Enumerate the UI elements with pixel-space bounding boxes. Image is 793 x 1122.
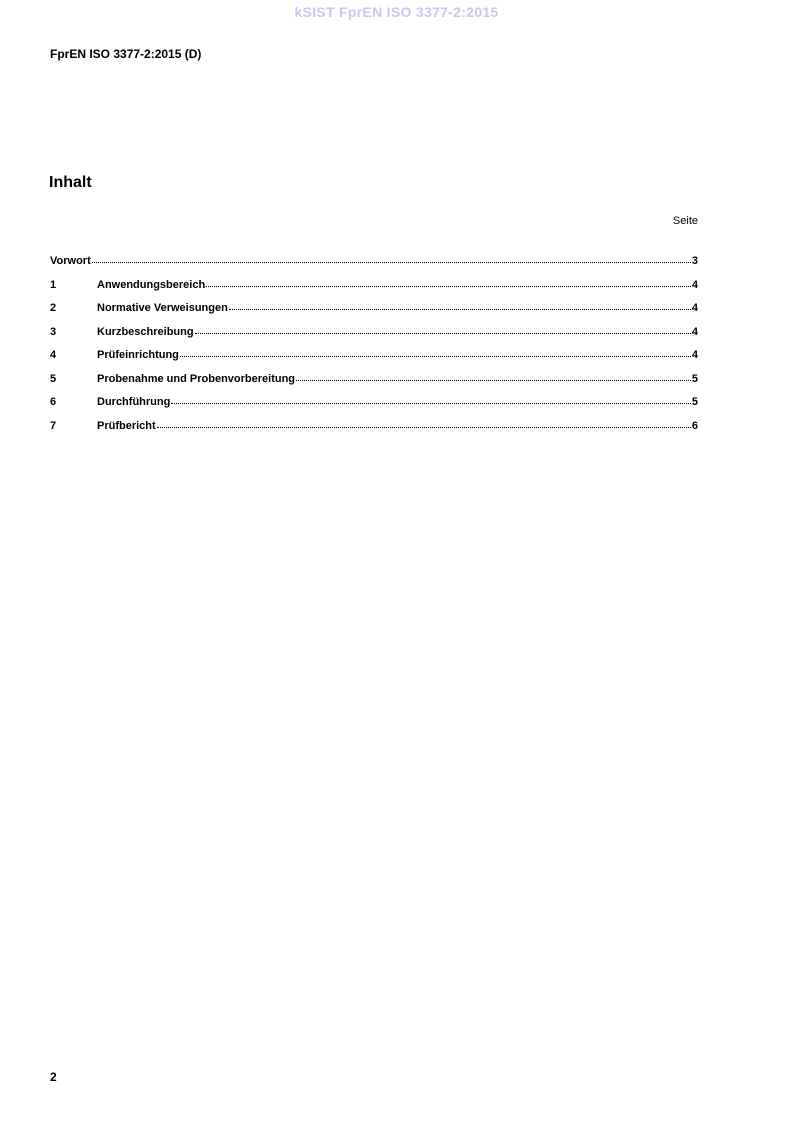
toc-entry-4[interactable] xyxy=(50,349,698,373)
document-id: FprEN ISO 3377-2:2015 (D) xyxy=(50,47,202,61)
toc-entry-page: 4 xyxy=(691,278,698,291)
toc-entry-number: 1 xyxy=(50,278,57,291)
dot-leader xyxy=(171,402,691,404)
toc-entry-page: 5 xyxy=(691,372,698,385)
table-of-contents xyxy=(50,255,698,443)
toc-entry-title: Anwendungsbereich xyxy=(97,278,206,291)
watermark-text: kSIST FprEN ISO 3377-2:2015 xyxy=(294,4,499,20)
toc-entry-number: 6 xyxy=(50,396,57,408)
toc-heading: Inhalt xyxy=(49,174,92,191)
toc-entry-number: 4 xyxy=(50,349,57,361)
dot-leader xyxy=(180,355,691,357)
toc-entry-page: 4 xyxy=(691,302,698,314)
toc-entry-page: 4 xyxy=(691,325,698,338)
toc-entry-page: 6 xyxy=(691,419,698,432)
toc-entry-title: Prüfbericht xyxy=(97,419,156,432)
toc-entry-1[interactable] xyxy=(50,279,698,303)
page-column-label: Seite xyxy=(672,215,698,227)
toc-entry-number: 3 xyxy=(50,325,57,338)
toc-entry-title: Durchführung xyxy=(97,396,171,408)
toc-entry-title: Vorwort xyxy=(50,255,91,267)
toc-entry-title: Normative Verweisungen xyxy=(97,302,228,314)
toc-entry-page: 4 xyxy=(691,349,698,361)
toc-entry-7[interactable] xyxy=(50,420,698,444)
dot-leader xyxy=(296,379,691,381)
dot-leader xyxy=(195,332,691,334)
toc-entry-2[interactable] xyxy=(50,302,698,326)
toc-entry-number: 2 xyxy=(50,302,57,314)
dot-leader xyxy=(92,261,691,263)
dot-leader xyxy=(157,426,691,428)
dot-leader xyxy=(229,308,691,310)
page-number: 2 xyxy=(50,1070,57,1084)
toc-entry-page: 3 xyxy=(691,255,698,267)
toc-entry-3[interactable] xyxy=(50,326,698,350)
toc-entry-title: Kurzbeschreibung xyxy=(97,325,194,338)
toc-entry-title: Prüfeinrichtung xyxy=(97,349,179,361)
dot-leader xyxy=(206,285,691,287)
toc-entry-vorwort[interactable] xyxy=(50,255,698,279)
toc-entry-number: 5 xyxy=(50,372,57,385)
toc-entry-title: Probenahme und Probenvorbereitung xyxy=(97,372,296,385)
toc-entry-number: 7 xyxy=(50,419,57,432)
toc-entry-5[interactable] xyxy=(50,373,698,397)
toc-entry-page: 5 xyxy=(691,396,698,408)
toc-entry-6[interactable] xyxy=(50,396,698,420)
